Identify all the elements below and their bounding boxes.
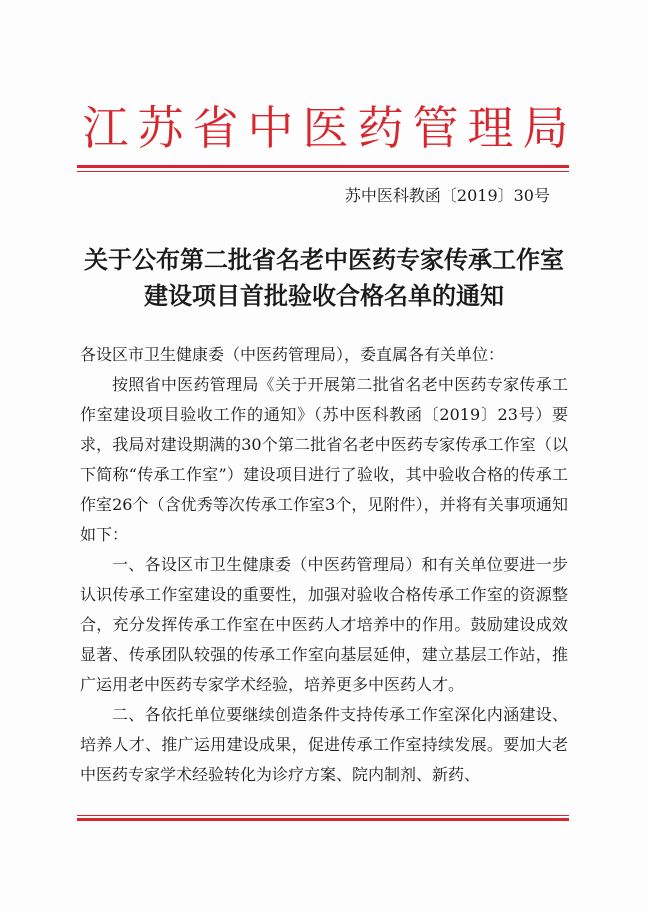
issuing-authority-title: 江苏省中医药管理局 xyxy=(82,101,578,155)
document-number: 苏中医科教函〔2019〕30号 xyxy=(344,186,550,205)
header-red-rule-thin xyxy=(77,171,569,172)
notice-title-line-2: 建设项目首批验收合格名单的通知 xyxy=(144,281,504,310)
paragraph-1: 按照省中医药管理局《关于开展第二批省名老中医药专家传承工作室建设项目验收工作的通知》（苏中医科教函〔2019〕23号）要求，我局对建设期满的30个第二批省名老中医药专家传承工作室（以下简称“传承工作室”）建设项目进行了验收，其中验收合格的传承工作室26个（含优秀等次传承工作室3个，见附件），并将有关事项通知如下： xyxy=(80,375,568,544)
notice-body xyxy=(80,340,568,790)
footer-red-rule-thick xyxy=(77,818,569,821)
salutation: 各设区市卫生健康委（中医药管理局），委直属各有关单位： xyxy=(80,345,505,364)
paragraph-2: 一、各设区市卫生健康委（中医药管理局）和有关单位要进一步认识传承工作室建设的重要性，加强对验收合格传承工作室的资源整合，充分发挥传承工作室在中医药人才培养中的作用。鼓励建设成效显著、传承团队较强的传承工作室向基层延伸，建立基层工作站，推广运用老中医药专家学术经验，培养更多中医药人才。 xyxy=(80,555,568,694)
notice-title-line-1: 关于公布第二批省名老中医药专家传承工作室 xyxy=(84,245,564,274)
paragraph-3: 二、各依托单位要继续创造条件支持传承工作室深化内涵建设、培养人才、推广运用建设成果，促进传承工作室持续发展。要加大老中医药专家学术经验转化为诊疗方案、院内制剂、新药、 xyxy=(80,705,568,784)
header-red-rule-thick xyxy=(77,165,569,168)
footer-red-rule-thin xyxy=(77,815,569,816)
